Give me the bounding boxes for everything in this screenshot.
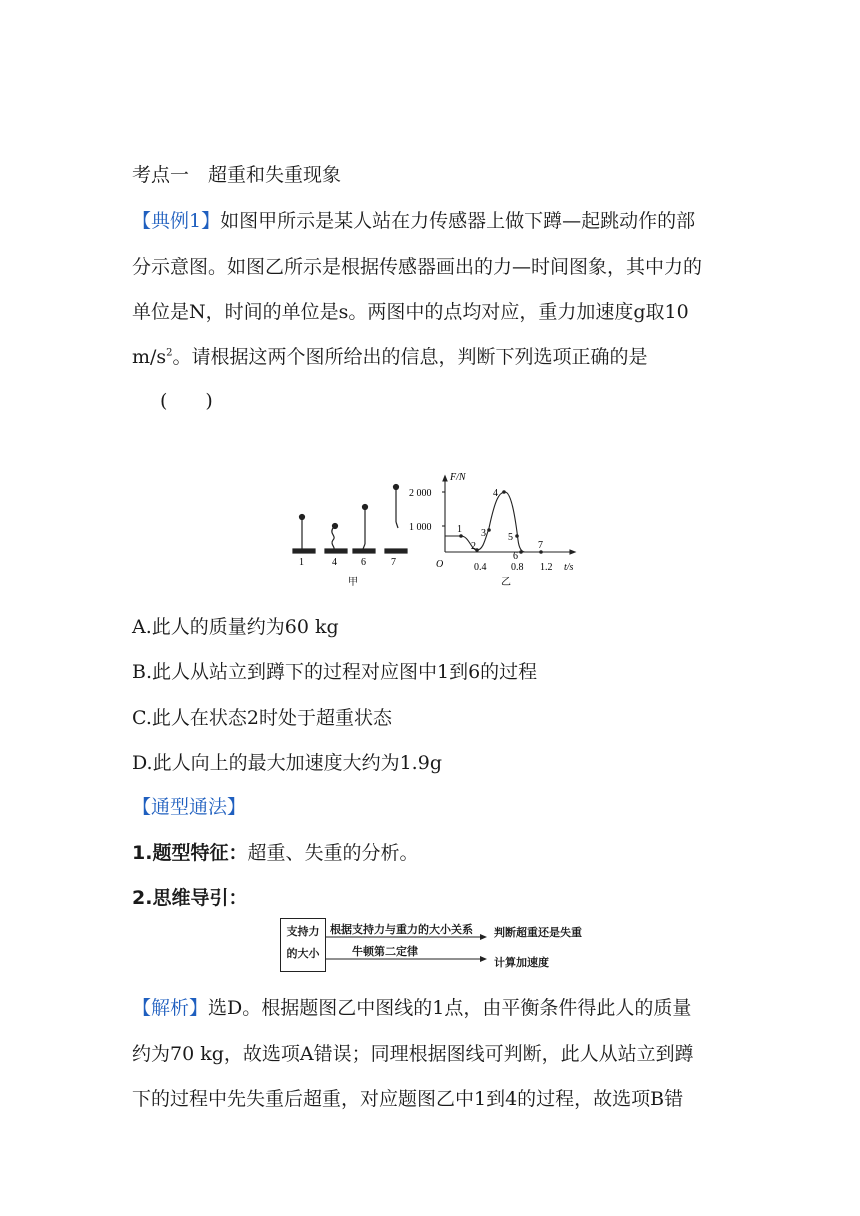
- point-label-5: 5: [508, 532, 513, 543]
- analysis-line-1: 【解析】选D。根据题图乙中图线的1点，由平衡条件得此人的质量: [132, 997, 692, 1019]
- point-label-2: 2: [471, 541, 476, 552]
- point-1: 1.题型特征：超重、失重的分析。: [132, 842, 419, 864]
- y-tick-2000: 2 000: [409, 488, 432, 499]
- section-title: 考点一 超重和失重现象: [132, 164, 342, 186]
- point-2: 2.思维导引：: [132, 887, 248, 909]
- option-d: D.此人向上的最大加速度大约为1.9g: [132, 752, 442, 774]
- point-label-7: 7: [538, 540, 543, 551]
- example-line-4: $m/s^2$。请根据这两个图所给出的信息，判断下列选项正确的是: [132, 346, 648, 368]
- origin-label: O: [436, 559, 444, 570]
- example-line-2: 分示意图。如图乙所示是根据传感器画出的力—时间图象，其中力的: [132, 256, 703, 278]
- yi-label: 乙: [501, 577, 511, 588]
- point-label-4: 4: [493, 488, 498, 499]
- y-tick-1000: 1 000: [409, 522, 432, 533]
- y-axis-label: F/N: [450, 472, 466, 483]
- jia-pos-7: 7: [391, 557, 396, 568]
- x-tick-0.4: 0.4: [474, 562, 487, 573]
- flow-arrow1-label: 根据支持力与重力的大小关系: [330, 923, 473, 936]
- analysis-line-2: 约为70 kg，故选项A错误；同理根据图线可判断，此人从站立到蹲: [132, 1043, 694, 1065]
- jia-pos-1: 1: [299, 557, 304, 568]
- option-b: B.此人从站立到蹲下的过程对应图中1到6的过程: [132, 661, 538, 683]
- point-label-1: 1: [457, 524, 462, 535]
- jia-label: 甲: [348, 577, 358, 588]
- point-label-3: 3: [481, 528, 486, 539]
- option-a: A.此人的质量约为60 kg: [132, 616, 339, 638]
- flow-result1: 判断超重还是失重: [494, 926, 582, 939]
- flow-box: 支持力 的大小: [280, 918, 326, 972]
- answer-blank: ( ): [160, 390, 213, 412]
- example-line-1: 【典例1】如图甲所示是某人站在力传感器上做下蹲—起跳动作的部: [132, 210, 696, 232]
- point-label-6: 6: [513, 551, 518, 562]
- problem-figure: [285, 470, 585, 595]
- option-c: C.此人在状态2时处于超重状态: [132, 707, 392, 729]
- x-axis-label: t/s: [564, 562, 574, 573]
- flow-result2: 计算加速度: [494, 956, 549, 969]
- analysis-tag: 【解析】: [132, 997, 209, 1019]
- figure-jia: [293, 485, 407, 554]
- example-line-3: 单位是N，时间的单位是s。两图中的点均对应，重力加速度g取10: [132, 301, 689, 323]
- flow-diagram: [280, 918, 600, 972]
- analysis-line-3: 下的过程中先失重后超重，对应题图乙中1到4的过程，故选项B错: [132, 1088, 684, 1110]
- x-tick-1.2: 1.2: [540, 562, 553, 573]
- jia-pos-4: 4: [332, 557, 337, 568]
- example-tag: 【典例1】: [132, 210, 221, 232]
- jia-pos-6: 6: [361, 557, 366, 568]
- method-tag: 【通型通法】: [132, 796, 247, 818]
- x-tick-0.8: 0.8: [511, 562, 524, 573]
- flow-arrow2-label: 牛顿第二定律: [352, 945, 418, 958]
